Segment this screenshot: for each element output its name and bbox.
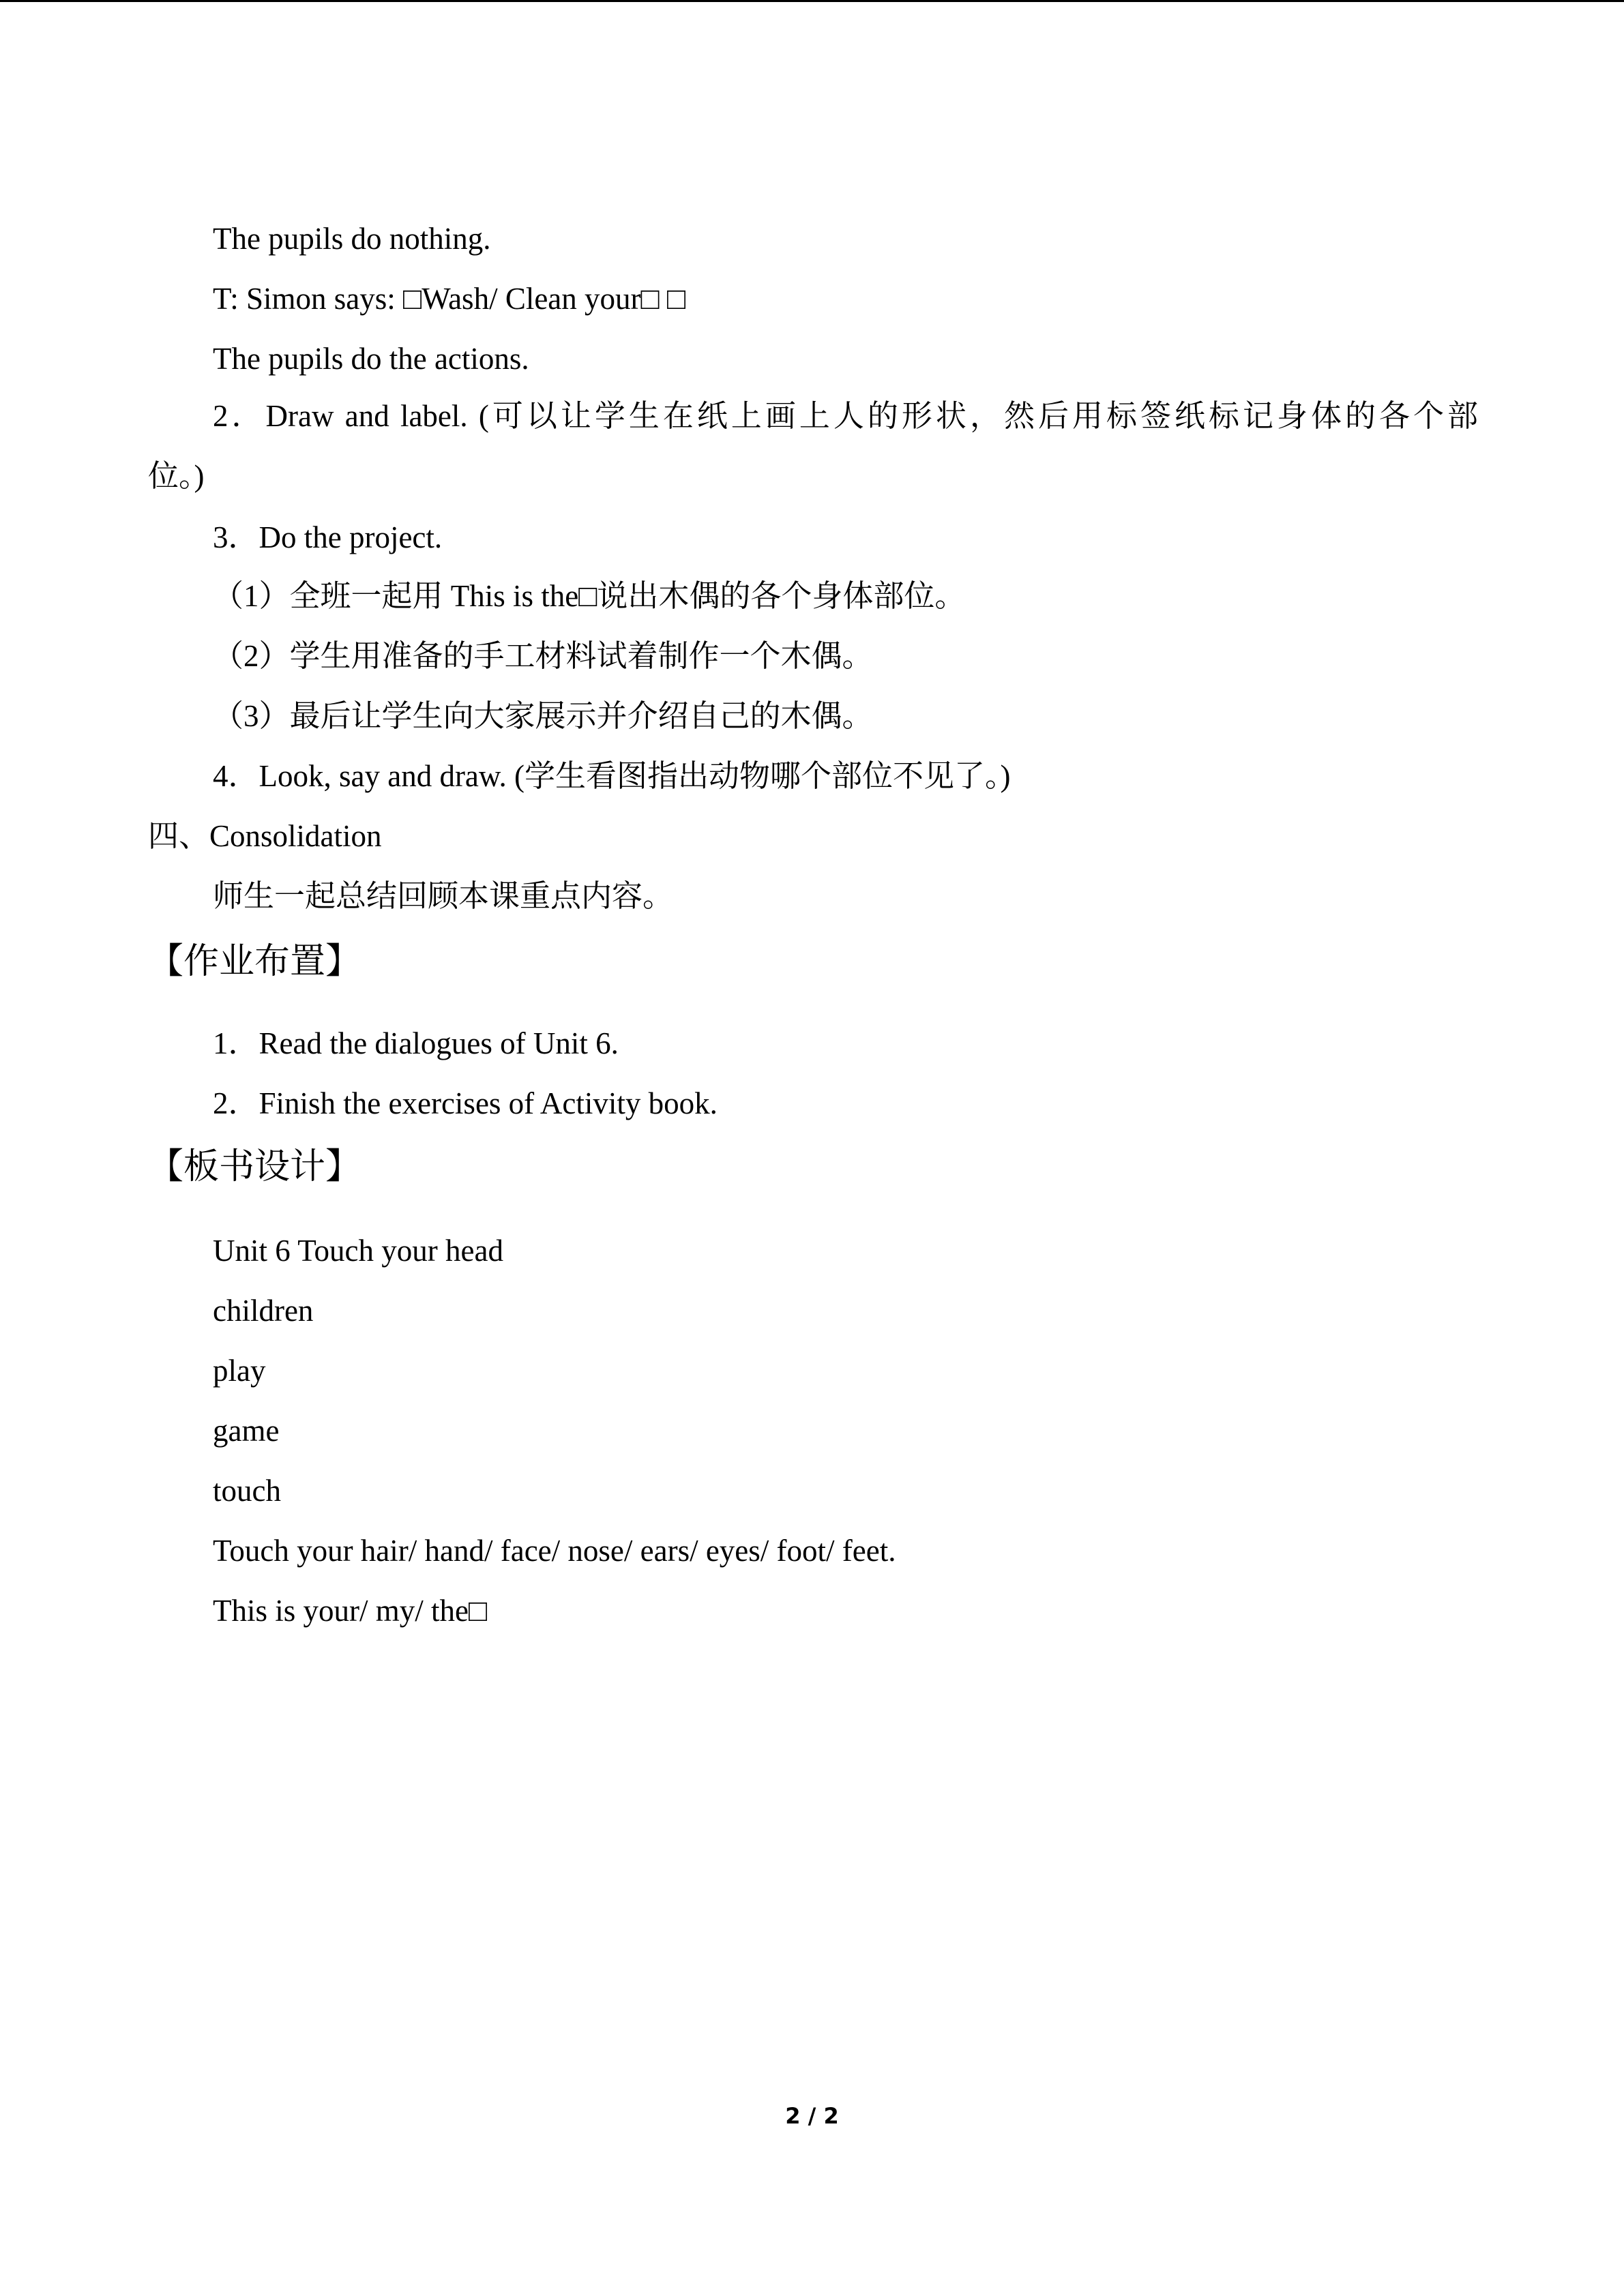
board-line-touch: touch bbox=[213, 1474, 281, 1508]
text-line-look-say-draw: 4．Look, say and draw. (学生看图指出动物哪个部位不见了。) bbox=[213, 759, 1011, 793]
page-number: 2 / 2 bbox=[785, 2103, 839, 2129]
board-line-game: game bbox=[213, 1414, 280, 1448]
text-line-simon-says: T: Simon says: □Wash/ Clean your□ □ bbox=[213, 282, 686, 316]
text-line-pupils-do-nothing: The pupils do nothing. bbox=[213, 222, 491, 256]
text-line-draw-and-label: 2．Draw and label. (可以让学生在纸上画上人的形状，然后用标签纸标记身体的各个部 bbox=[213, 399, 1478, 433]
board-line-unit-title: Unit 6 Touch your head bbox=[213, 1234, 503, 1268]
homework-item-2: 2．Finish the exercises of Activity book. bbox=[213, 1086, 718, 1120]
heading-homework: 【作业布置】 bbox=[148, 941, 361, 982]
section-title-consolidation: 四、Consolidation bbox=[148, 819, 382, 853]
heading-board-design: 【板书设计】 bbox=[148, 1146, 361, 1187]
board-line-children: children bbox=[213, 1294, 314, 1328]
text-line-project-step-2: （2）学生用准备的手工材料试着制作一个木偶。 bbox=[213, 639, 873, 673]
text-line-project-step-3: （3）最后让学生向大家展示并介绍自己的木偶。 bbox=[213, 699, 873, 733]
text-line-pupils-do-actions: The pupils do the actions. bbox=[213, 342, 529, 376]
text-line-consolidation-summary: 师生一起总结回顾本课重点内容。 bbox=[213, 879, 674, 913]
text-line-do-the-project: 3．Do the project. bbox=[213, 520, 443, 554]
homework-item-1: 1．Read the dialogues of Unit 6. bbox=[213, 1026, 619, 1060]
text-line-draw-and-label-continued: 位。) bbox=[148, 459, 205, 493]
board-line-touch-body-parts: Touch your hair/ hand/ face/ nose/ ears/ eyes/ foot/ feet. bbox=[213, 1534, 896, 1568]
board-line-play: play bbox=[213, 1354, 266, 1388]
text-line-project-step-1: （1）全班一起用 This is the□说出木偶的各个身体部位。 bbox=[213, 579, 966, 613]
board-line-this-is: This is your/ my/ the□ bbox=[213, 1594, 488, 1628]
